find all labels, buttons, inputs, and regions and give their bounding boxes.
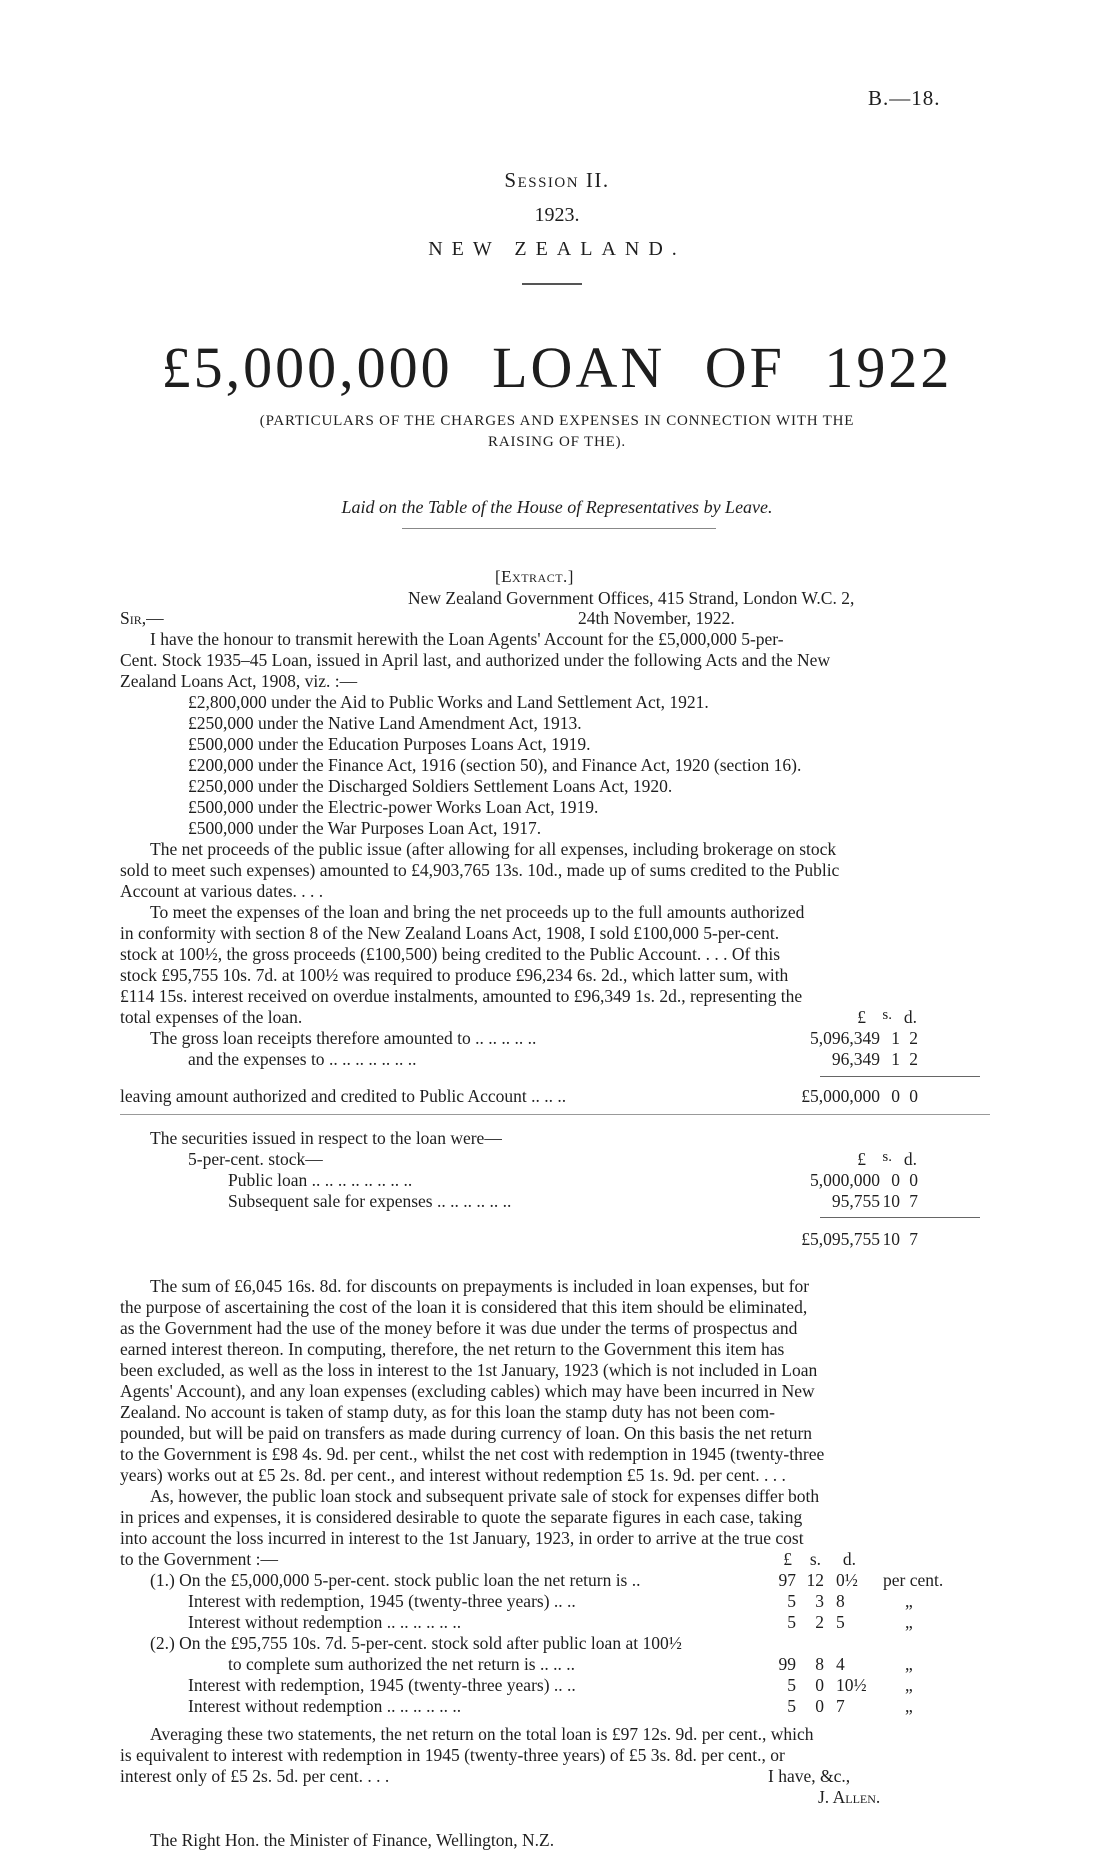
- table3-suffix: „: [905, 1654, 913, 1674]
- paragraph-3-line: in conformity with section 8 of the New Zealand Loans Act, 1908, I sold £100,000 5-per-cent.: [120, 923, 780, 943]
- table3-label-text: Interest without redemption: [188, 1696, 383, 1716]
- act-list-item: £250,000 under the Native Land Amendment Act, 1913.: [188, 713, 582, 733]
- paragraph-5-line: in prices and expenses, it is considered desirable to quote the separate figures in each case, taking: [120, 1507, 803, 1527]
- table1-pence-cell: 2: [909, 1028, 918, 1048]
- table2-pence-header: d.: [903, 1149, 917, 1169]
- paragraph-3-line: stock £95,755 10s. 7d. at 100½ was required to produce £96,234 6s. 2d., which latter sum, with: [120, 965, 789, 985]
- act-list-item: £500,000 under the Electric-power Works Loan Act, 1919.: [188, 797, 599, 817]
- table2-shillings-cell: 0: [891, 1170, 900, 1190]
- table2-pounds-cell: 5,000,000: [810, 1170, 880, 1190]
- table3-label-text: (1.) On the £5,000,000 5-per-cent. stock public loan the net return is: [150, 1570, 628, 1590]
- table2-pounds-cell: 95,755: [831, 1191, 880, 1211]
- paragraph-5-line: to the Government :—: [120, 1549, 278, 1569]
- leader-dots: .. .. .. .. .. ..: [432, 1191, 512, 1211]
- act-list-item: £500,000 under the Education Purposes Loans Act, 1919.: [188, 734, 591, 754]
- table1-shillings-cell: 0: [891, 1086, 900, 1106]
- paragraph-3-line: total expenses of the loan.: [120, 1007, 303, 1027]
- table3-suffix: „: [905, 1612, 913, 1632]
- table3-row-label: [188, 1591, 576, 1612]
- header-short-rule: [522, 283, 582, 285]
- act-list-item: £2,800,000 under the Aid to Public Works and Land Settlement Act, 1921.: [188, 692, 709, 712]
- table1-pounds-cell: 96,349: [831, 1049, 880, 1069]
- table3-label-text: Interest without redemption: [188, 1612, 383, 1632]
- table3-pounds-header: £: [783, 1549, 792, 1569]
- paragraph-2-line: The net proceeds of the public issue (after allowing for all expenses, including brokerage on stock: [150, 839, 837, 859]
- table1-pence-cell: 2: [909, 1049, 918, 1069]
- table3-pence-cell: 0½: [836, 1570, 858, 1590]
- paragraph-3-line: £114 15s. interest received on overdue instalments, amounted to £96,349 1s. 2d., representing the: [120, 986, 803, 1006]
- table1-pounds-cell: £5,000,000: [801, 1086, 880, 1106]
- table2-label-text: Subsequent sale for expenses: [228, 1191, 433, 1211]
- table1-row-label: [120, 1086, 566, 1107]
- table2-total-pounds: £5,095,755: [801, 1229, 880, 1249]
- paragraph-5-line: into account the loss incurred in interest to the 1st January, 1923, in order to arrive at the true cost: [120, 1528, 804, 1548]
- table3-pounds-cell: 99: [778, 1654, 796, 1674]
- act-list-item: £200,000 under the Finance Act, 1916 (section 50), and Finance Act, 1920 (section 16).: [188, 755, 802, 775]
- leader-dots: .. ..: [548, 1654, 575, 1674]
- table1-label-text: The gross loan receipts therefore amounted to: [150, 1028, 471, 1048]
- table1-label-text: and the expenses to: [188, 1049, 325, 1069]
- table3-pence-cell: 10½: [836, 1675, 867, 1695]
- stock-label: 5-per-cent. stock—: [188, 1149, 323, 1169]
- table3-label-text: (2.) On the £95,755 10s. 7d. 5-per-cent. stock sold after public loan at 100½: [150, 1633, 682, 1653]
- table3-row-label: [150, 1633, 682, 1654]
- document-subtitle-line-2: RAISING OF THE).: [488, 434, 626, 450]
- paragraph-4-line: years) works out at £5 2s. 8d. per cent., and interest without redemption £5 1s. 9d. per cent. . . .: [120, 1465, 786, 1485]
- table3-shillings-cell: 12: [806, 1570, 824, 1590]
- extract-label: [Extract.]: [495, 567, 574, 586]
- paragraph-4-line: pounded, but will be paid on transfers as made during currency of loan. On this basis the net return: [120, 1423, 813, 1443]
- leader-dots: .. .. .. .. .. .. .. ..: [307, 1170, 413, 1190]
- securities-intro: The securities issued in respect to the loan were—: [150, 1128, 502, 1148]
- table3-pence-cell: 4: [836, 1654, 845, 1674]
- table3-shillings-cell: 3: [815, 1591, 824, 1611]
- table3-pounds-cell: 97: [778, 1570, 796, 1590]
- paragraph-4-line: been excluded, as well as the loss in interest to the 1st January, 1923 (which is not included in Loan: [120, 1360, 818, 1380]
- paragraph-4-line: to the Government is £98 4s. 9d. per cent., whilst the net cost with redemption in 1945 (twenty-three: [120, 1444, 825, 1464]
- paragraph-4-line: Zealand. No account is taken of stamp duty, as for this loan the stamp duty has not been com-: [120, 1402, 775, 1422]
- leader-dots: .. .. .. .. ..: [470, 1028, 537, 1048]
- table3-pounds-cell: 5: [787, 1612, 796, 1632]
- table1-row-label: [150, 1028, 536, 1049]
- document-reference: B.—18.: [868, 86, 941, 110]
- act-list-item: £500,000 under the War Purposes Loan Act, 1917.: [188, 818, 542, 838]
- leader-dots: .. .. .. .. .. ..: [382, 1612, 462, 1632]
- table3-row-label: [150, 1570, 641, 1591]
- table1-pence-cell: 0: [909, 1086, 918, 1106]
- table3-pence-header: d.: [842, 1549, 856, 1569]
- table1-shillings-cell: 1: [891, 1028, 900, 1048]
- table3-shillings-cell: 0: [815, 1675, 824, 1695]
- table2-sum-rule: [820, 1217, 980, 1218]
- table2-row-label: [228, 1170, 412, 1191]
- table2-pounds-header: £: [857, 1149, 866, 1169]
- table3-shillings-header: s.: [809, 1549, 821, 1569]
- paragraph-1-line: Zealand Loans Act, 1908, viz. :—: [120, 671, 358, 691]
- table1-total-rule: [120, 1114, 990, 1115]
- sender-address: New Zealand Government Offices, 415 Strand, London W.C. 2,: [408, 588, 855, 608]
- closing-phrase: I have, &c.,: [768, 1766, 851, 1786]
- document-title: £5,000,000 LOAN OF 1922: [161, 335, 953, 400]
- signature: J. Allen.: [818, 1787, 881, 1807]
- paragraph-1-line: I have the honour to transmit herewith the Loan Agents' Account for the £5,000,000 5-per-: [150, 629, 784, 649]
- table3-shillings-cell: 0: [815, 1696, 824, 1716]
- table1-sum-rule: [820, 1076, 980, 1077]
- paragraph-3-line: stock at 100½, the gross proceeds (£100,500) being credited to the Public Account. . . . Of this: [120, 944, 781, 964]
- table3-pence-cell: 5: [836, 1612, 845, 1632]
- paragraph-4-line: earned interest thereon. In computing, therefore, the net return to the Government this item has: [120, 1339, 785, 1359]
- year-heading: 1923.: [534, 204, 580, 226]
- leader-dots: .. .. .. .. .. ..: [382, 1696, 462, 1716]
- session-heading: Session II.: [504, 168, 610, 192]
- leader-dots: .. ..: [549, 1591, 576, 1611]
- paragraph-4-line: Agents' Account), and any loan expenses (excluding cables) which may have been incurred in New: [120, 1381, 815, 1401]
- paragraph-2-line: sold to meet such expenses) amounted to £4,903,765 13s. 10d., made up of sums credited to the Public: [120, 860, 840, 880]
- table1-row-label: [188, 1049, 416, 1070]
- leader-dots: .. ..: [549, 1675, 576, 1695]
- table1-shillings-header: s.: [882, 1007, 892, 1023]
- table3-shillings-cell: 8: [815, 1654, 824, 1674]
- table2-row-label: [228, 1191, 511, 1212]
- paragraph-5-line: As, however, the public loan stock and subsequent private sale of stock for expenses differ both: [150, 1486, 820, 1506]
- table3-pounds-cell: 5: [787, 1591, 796, 1611]
- table3-suffix: „: [905, 1675, 913, 1695]
- paragraph-4-line: as the Government had the use of the money before it was due under the terms of prospectus and: [120, 1318, 798, 1338]
- table2-shillings-cell: 10: [882, 1191, 900, 1211]
- table2-pence-cell: 0: [909, 1170, 918, 1190]
- table1-pounds-header: £: [857, 1007, 866, 1027]
- paragraph-4-line: the purpose of ascertaining the cost of the loan it is considered that this item should be eliminated,: [120, 1297, 808, 1317]
- table3-row-label: [188, 1612, 461, 1633]
- paragraph-6-line: is equivalent to interest with redemption in 1945 (twenty-three years) of £5 3s. 8d. per cent., or: [120, 1745, 785, 1765]
- table1-label-text: leaving amount authorized and credited to Public Account: [120, 1086, 527, 1106]
- paragraph-4-line: The sum of £6,045 16s. 8d. for discounts on prepayments is included in loan expenses, but for: [150, 1276, 810, 1296]
- paragraph-2-line: Account at various dates. . . .: [120, 881, 324, 901]
- table3-shillings-cell: 2: [815, 1612, 824, 1632]
- paragraph-1-line: Cent. Stock 1935–45 Loan, issued in April last, and authorized under the following Acts and the New: [120, 650, 831, 670]
- table3-pounds-cell: 5: [787, 1696, 796, 1716]
- table3-suffix: „: [905, 1591, 913, 1611]
- table3-pence-cell: 8: [836, 1591, 845, 1611]
- table3-row-label: [188, 1696, 461, 1717]
- addressee: The Right Hon. the Minister of Finance, Wellington, N.Z.: [150, 1830, 555, 1850]
- laid-on-table-note: Laid on the Table of the House of Representatives by Leave.: [341, 497, 773, 517]
- table3-label-text: Interest with redemption, 1945 (twenty-three years): [188, 1675, 550, 1695]
- table2-shillings-header: s.: [882, 1149, 892, 1165]
- table3-label-text: to complete sum authorized the net return is ..: [228, 1654, 549, 1674]
- table2-total-pence: 7: [909, 1229, 918, 1249]
- table3-suffix: per cent.: [883, 1570, 944, 1590]
- letter-date: 24th November, 1922.: [578, 608, 735, 628]
- paragraph-6-line: interest only of £5 2s. 5d. per cent. . . .: [120, 1766, 390, 1786]
- leader-dots: .. .. ..: [526, 1086, 567, 1106]
- leader-dots: ..: [627, 1570, 641, 1590]
- table3-row-label: [228, 1654, 575, 1675]
- country-heading: NEW ZEALAND.: [428, 238, 686, 260]
- document-subtitle-line-1: (PARTICULARS OF THE CHARGES AND EXPENSES IN CONNECTION WITH THE: [259, 413, 855, 429]
- paragraph-6-line: Averaging these two statements, the net return on the total loan is £97 12s. 9d. per cent., which: [150, 1724, 814, 1744]
- leader-dots: .. .. .. .. .. .. ..: [324, 1049, 417, 1069]
- table2-label-text: Public loan: [228, 1170, 308, 1190]
- table1-pounds-cell: 5,096,349: [810, 1028, 880, 1048]
- table3-pounds-cell: 5: [787, 1675, 796, 1695]
- table1-shillings-cell: 1: [891, 1049, 900, 1069]
- laid-rule: [402, 528, 716, 529]
- table3-label-text: Interest with redemption, 1945 (twenty-three years): [188, 1591, 550, 1611]
- table2-total-shillings: 10: [882, 1229, 900, 1249]
- table3-row-label: [188, 1675, 576, 1696]
- act-list-item: £250,000 under the Discharged Soldiers Settlement Loans Act, 1920.: [188, 776, 673, 796]
- table1-pence-header: d.: [903, 1007, 917, 1027]
- table3-pence-cell: 7: [836, 1696, 845, 1716]
- table2-pence-cell: 7: [909, 1191, 918, 1211]
- paragraph-3-line: To meet the expenses of the loan and bring the net proceeds up to the full amounts authorized: [150, 902, 805, 922]
- salutation: Sir,—: [120, 608, 164, 628]
- table3-suffix: „: [905, 1696, 913, 1716]
